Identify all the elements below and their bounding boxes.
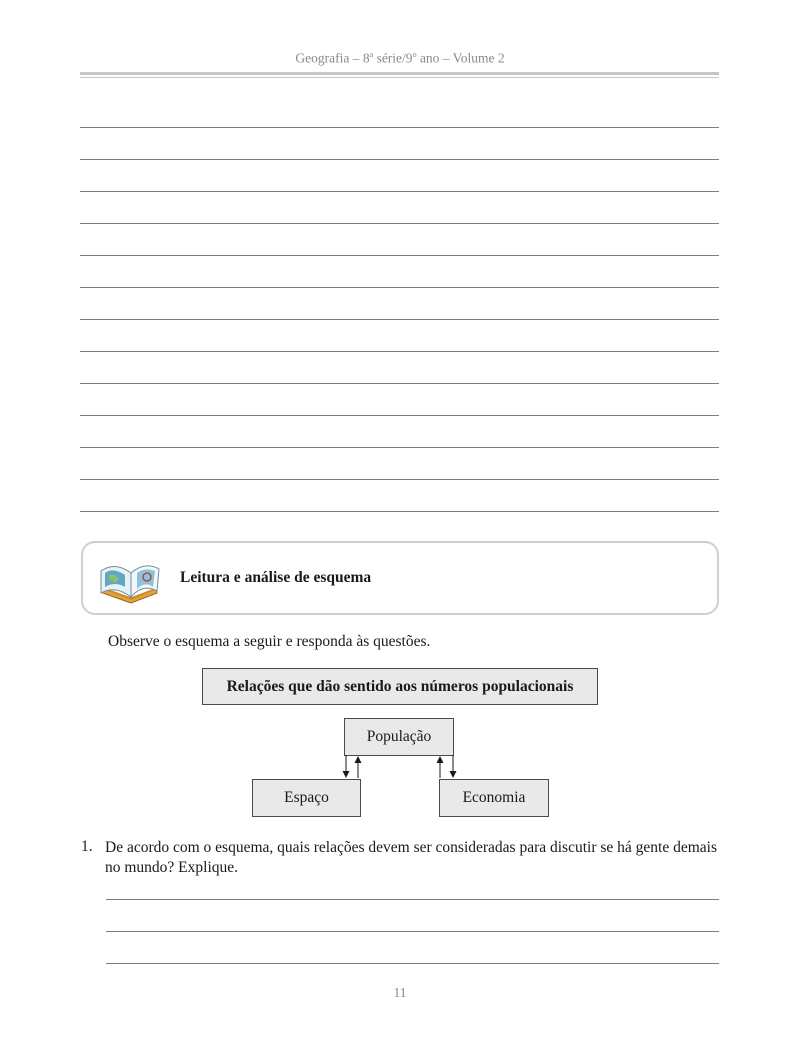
running-header: Geografia – 8$^a$ série/9$^o$ ano – Volume 2 (295, 50, 505, 66)
question-number: 1. (81, 838, 93, 855)
answer-line[interactable] (106, 963, 719, 964)
answer-line[interactable] (106, 931, 719, 932)
node-populacao: População (344, 718, 454, 756)
answer-line[interactable] (106, 899, 719, 900)
page-number: 11 (393, 985, 407, 1000)
node-economia: Economia (439, 779, 549, 817)
intro-text: Observe o esquema a seguir e responda às questões. (108, 633, 431, 650)
diagram-title: Relações que dão sentido aos números populacionais (202, 668, 598, 705)
question-text: De acordo com o esquema, quais relações devem ser consideradas para discutir se há gente demais no mundo? Explique. (105, 839, 718, 876)
node-espaco: Espaço (252, 779, 361, 817)
section-title: Leitura e análise de esquema (180, 569, 372, 586)
